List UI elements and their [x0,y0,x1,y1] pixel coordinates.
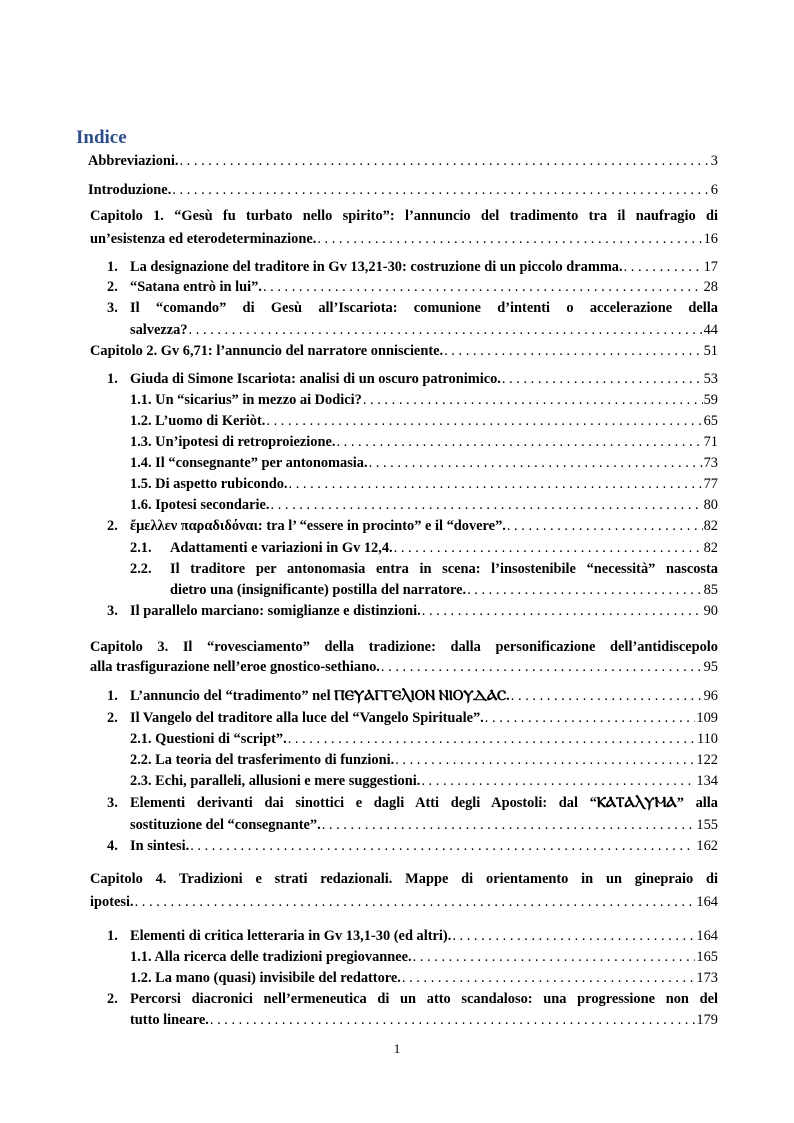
leader-dots [266,411,702,431]
leader-dots [190,836,695,856]
toc-number: 1. [107,259,118,275]
toc-entry-page: 110 [696,731,718,747]
toc-entry-2-2-2-line2[interactable] [170,580,718,600]
toc-entry-page: 155 [696,817,718,833]
toc-number: 1. [107,928,118,944]
leader-dots [394,538,703,558]
toc-entry-page: 90 [703,603,718,619]
toc-entry-1-3-line1[interactable]: Il “comando” di Gesù all’Iscariota: comunione d’intenti o accelerazione della [130,300,718,316]
toc-entry-page: 164 [696,894,718,910]
toc-entry-introduzione[interactable] [88,180,718,200]
toc-entry-4-2-line2[interactable] [130,1010,718,1030]
leader-dots [172,180,710,200]
leader-dots [263,277,703,297]
toc-number: 4. [107,838,118,854]
toc-entry-title: 2.1. Questioni di “script”. [130,731,287,747]
leader-dots [502,369,703,389]
toc-entry-page: 6 [710,182,718,198]
toc-entry-page: 80 [703,497,718,513]
leader-dots [271,495,703,515]
toc-entry-title: 1.2. L’uomo di Keriòt. [130,413,266,429]
toc-entry-page: 95 [703,659,718,675]
toc-entry-2-3[interactable] [130,601,718,621]
toc-entry-page: 59 [703,392,718,408]
leader-dots [467,580,703,600]
toc-number: 1. [107,688,118,704]
toc-entry-page: 51 [703,343,718,359]
toc-entry-abbreviazioni[interactable] [88,151,718,171]
leader-dots [452,926,695,946]
toc-entry-title: Il parallelo marciano: somiglianze e distinzioni. [130,603,421,619]
toc-entry-title: Adattamenti e variazioni in Gv 12,4. [170,540,393,556]
toc-entry-page: 3 [710,153,718,169]
toc-entry-2-1-2[interactable] [130,411,718,431]
toc-entry-3-2-3[interactable] [130,771,718,791]
toc-entry-page: 73 [703,455,718,471]
toc-entry-2-1-5[interactable] [130,474,718,494]
toc-entry-page: 28 [703,279,718,295]
toc-entry-title: 1.2. La mano (quasi) invisibile del redattore. [130,970,401,986]
toc-entry-title: ἔμελλεν παραδιδόναι: tra l’ “essere in procinto” e il “dovere”. [130,518,506,534]
toc-entry-page: 96 [703,688,718,704]
toc-entry-page: 53 [703,371,718,387]
toc-entry-page: 71 [703,434,718,450]
toc-number: 3. [107,300,118,316]
toc-entry-1-1[interactable] [130,257,718,277]
toc-number: 3. [107,795,118,811]
leader-dots [210,1010,696,1030]
toc-chapter-2[interactable] [90,341,718,361]
leader-dots [444,341,703,361]
toc-entry-4-1[interactable] [130,926,718,946]
toc-chapter-1-line1[interactable]: Capitolo 1. “Gesù fu turbato nello spirito”: l’annuncio del tradimento tra il naufragio di [90,208,718,224]
toc-entry-4-2-line1[interactable]: Percorsi diacronici nell’ermeneutica di un atto scandaloso: una progressione non del [130,991,718,1007]
toc-entry-2-1-6[interactable] [130,495,718,515]
toc-entry-title: dietro una (insignificante) postilla del narratore. [170,582,467,598]
leader-dots [507,516,703,536]
toc-entry-2-2-1[interactable] [170,538,718,558]
toc-entry-page: 162 [696,838,718,854]
toc-number: 3. [107,603,118,619]
page-number: 1 [393,1041,401,1056]
leader-dots [322,815,696,835]
leader-dots [421,771,695,791]
toc-entry-3-3-line1[interactable]: Elementi derivanti dai sinottici e dagli Atti degli Apostoli: dal “ⲔⲀⲦⲀⲖⲨⲘⲀ” alla [130,795,718,811]
toc-entry-title: 2.3. Echi, paralleli, allusioni e mere suggestioni. [130,773,421,789]
leader-dots [381,657,703,677]
toc-entry-2-1-1[interactable] [130,390,718,410]
toc-chapter-4-line1[interactable]: Capitolo 4. Tradizioni e strati redazionali. Mappe di orientamento in un ginepraio di [90,871,718,887]
toc-entry-title: 1.6. Ipotesi secondarie. [130,497,270,513]
toc-entry-page: 122 [696,752,718,768]
leader-dots [485,708,696,728]
toc-entry-4-1-2[interactable] [130,968,718,988]
toc-entry-title: “Satana entrò in lui”. [130,279,262,295]
toc-entry-page: 44 [703,322,718,338]
toc-number: 2.2. [130,561,152,577]
toc-entry-page: 82 [703,518,718,534]
toc-entry-page: 165 [696,949,718,965]
toc-entry-title: 1.1. Alla ricerca delle tradizioni pregiovannee. [130,949,412,965]
toc-entry-3-2[interactable] [130,708,718,728]
toc-entry-title: Giuda di Simone Iscariota: analisi di un oscuro patronimico. [130,371,501,387]
toc-number: 2. [107,991,118,1007]
toc-entry-title: 2.2. La teoria del trasferimento di funzioni. [130,752,395,768]
toc-entry-title: sostituzione del “consegnante”. [130,817,321,833]
toc-entry-page: 82 [703,540,718,556]
toc-entry-page: 77 [703,476,718,492]
toc-entry-page: 173 [696,970,718,986]
toc-chapter-1-line2[interactable] [90,229,718,249]
toc-number: 1. [107,371,118,387]
toc-entry-1-2[interactable] [130,277,718,297]
toc-entry-title: Elementi di critica letteraria in Gv 13,1-30 (ed altri). [130,928,452,944]
toc-entry-title: tutto lineare. [130,1012,209,1028]
leader-dots [179,151,709,171]
toc-entry-2-1-4[interactable] [130,453,718,473]
toc-entry-3-1[interactable] [130,686,718,706]
toc-chapter-3-line2[interactable] [90,657,718,677]
toc-entry-3-2-2[interactable] [130,750,718,770]
toc-entry-title: 1.1. Un “sicarius” in mezzo ai Dodici? [130,392,362,408]
toc-entry-title: 1.5. Di aspetto rubicondo. [130,476,288,492]
toc-entry-title: 1.3. Un’ipotesi di retroproiezione. [130,434,336,450]
toc-entry-title: Il Vangelo del traditore alla luce del “Vangelo Spirituale”. [130,710,484,726]
toc-chapter-3-line1[interactable]: Capitolo 3. Il “rovesciamento” della tradizione: dalla personificazione dell’antidiscepolo [90,639,718,655]
page-title: Indice [76,127,127,148]
leader-dots [413,947,696,967]
toc-number: 2. [107,710,118,726]
leader-dots [511,686,703,706]
toc-entry-page: 164 [696,928,718,944]
toc-entry-4-1-1[interactable] [130,947,718,967]
toc-entry-title: Abbreviazioni. [88,153,179,169]
toc-entry-title: Introduzione. [88,182,172,198]
leader-dots [189,320,703,340]
toc-number: 2.1. [130,540,152,556]
toc-entry-page: 65 [703,413,718,429]
toc-entry-page: 179 [696,1012,718,1028]
toc-entry-page: 85 [703,582,718,598]
toc-entry-page: 109 [696,710,718,726]
toc-entry-page: 134 [696,773,718,789]
toc-entry-title: ipotesi. [90,894,134,910]
leader-dots [135,892,696,912]
toc-entry-2-1-3[interactable] [130,432,718,452]
leader-dots [288,729,696,749]
toc-entry-2-1[interactable] [130,369,718,389]
toc-entry-title: 1.4. Il “consegnante” per antonomasia. [130,455,368,471]
toc-entry-3-3-line2[interactable] [130,815,718,835]
toc-entry-3-2-1[interactable] [130,729,718,749]
toc-chapter-4-line2[interactable] [90,892,718,912]
toc-entry-title: L’annuncio del “tradimento” nel ⲠⲈⲨⲀⲄⲄⲈⲖⲒⲞⲚ ⲚⲒⲞⲨⲆⲀⲤ. [130,688,510,704]
toc-entry-title: alla trasfigurazione nell’eroe gnostico-sethiano. [90,659,380,675]
toc-entry-title: un’esistenza ed eterodeterminazione. [90,231,317,247]
toc-entry-page: 16 [703,231,718,247]
leader-dots [369,453,703,473]
toc-number: 2. [107,279,118,295]
toc-entry-title: Capitolo 2. Gv 6,71: l’annuncio del narratore onnisciente. [90,343,444,359]
leader-dots [336,432,702,452]
leader-dots [289,474,703,494]
toc-entry-title: In sintesi. [130,838,190,854]
leader-dots [402,968,696,988]
toc-entry-title: salvezza? [130,322,188,338]
leader-dots [422,601,703,621]
toc-entry-1-3-line2[interactable] [130,320,718,340]
toc-entry-2-2[interactable] [130,516,718,536]
toc-entry-page: 17 [703,259,718,275]
leader-dots [363,390,703,410]
leader-dots [395,750,695,770]
toc-number: 2. [107,518,118,534]
toc-entry-2-2-2-line1[interactable]: Il traditore per antonomasia entra in scena: l’insostenibile “necessità” nascosta [170,561,718,577]
toc-entry-3-4[interactable] [130,836,718,856]
toc-entry-title: La designazione del traditore in Gv 13,21-30: costruzione di un piccolo dramma. [130,259,623,275]
leader-dots [317,229,702,249]
leader-dots [624,257,703,277]
